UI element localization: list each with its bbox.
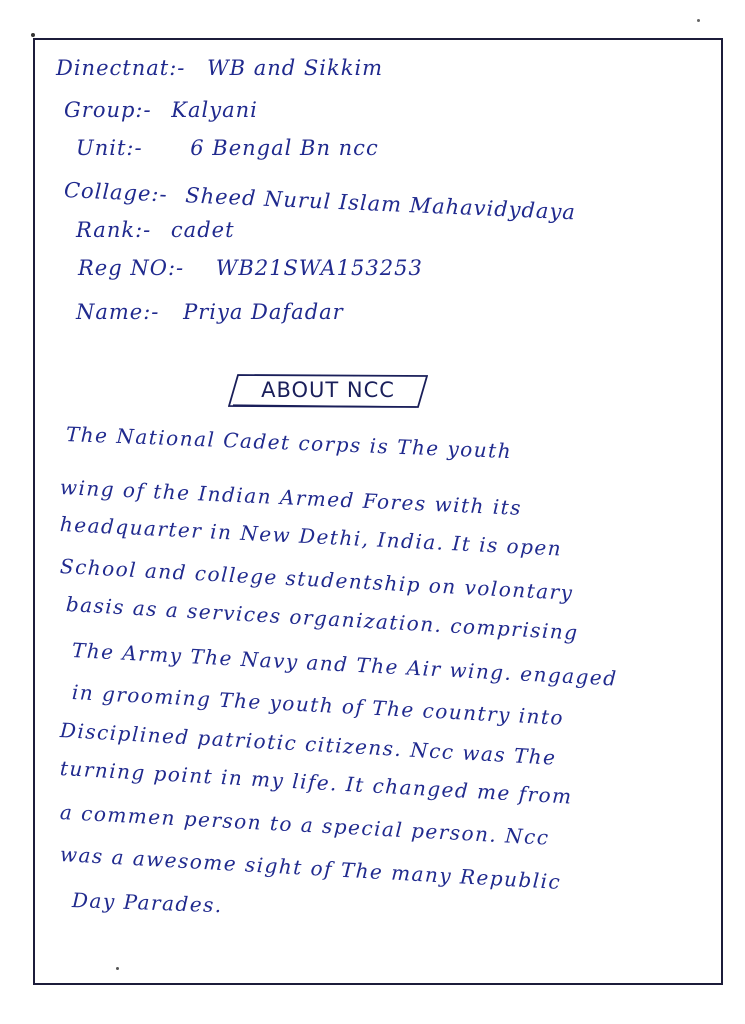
detail-label: Reg NO:- [78, 256, 185, 280]
detail-name [76, 300, 344, 324]
essay-line: Day Parades. [71, 888, 224, 918]
heading-title: ABOUT NCC [261, 378, 395, 402]
essay-line: The Army The Navy and The Air wing. engaged [71, 638, 619, 691]
essay-line: Disciplined patriotic citizens. Ncc was The [59, 718, 558, 770]
scan-speck [31, 33, 35, 37]
border-bottom [33, 983, 723, 985]
detail-label: Dinectnat:- [56, 56, 186, 80]
detail-directorate [56, 56, 383, 80]
essay-line: basis as a services organization. comprising [65, 592, 580, 645]
border-right [721, 38, 723, 985]
essay-line: School and college studentship on volontary [59, 554, 575, 605]
detail-value: Priya Dafadar [183, 300, 344, 324]
detail-rank [76, 218, 235, 242]
essay-line: headquarter in New Dethi, India. It is open [59, 512, 563, 561]
detail-label: Group:- [64, 98, 152, 122]
essay-line: in grooming The youth of The country into [71, 680, 565, 730]
detail-label: Collage:- [63, 178, 169, 207]
detail-label: Name:- [76, 300, 160, 324]
detail-label: Unit:- [76, 136, 143, 160]
essay-line: turning point in my life. It changed me from [59, 756, 574, 809]
detail-value: Kalyani [171, 98, 258, 122]
detail-value: WB and Sikkim [207, 56, 384, 80]
essay-line: The National Cadet corps is The youth [65, 422, 513, 464]
essay-line: wing of the Indian Armed Fores with its [59, 475, 523, 520]
scan-speck [697, 19, 700, 22]
border-left [33, 38, 35, 985]
detail-unit [76, 136, 379, 160]
scan-speck [116, 967, 119, 970]
detail-group [64, 98, 258, 122]
detail-value: WB21SWA153253 [215, 256, 423, 280]
border-top [33, 38, 723, 40]
heading-box [228, 374, 428, 408]
essay-line: was a awesome sight of The many Republic [59, 842, 562, 895]
detail-label: Rank:- [76, 218, 152, 242]
detail-value: cadet [170, 218, 235, 242]
detail-value: 6 Bengal Bn ncc [190, 136, 379, 160]
essay-line: a commen person to a special person. Ncc [59, 800, 551, 850]
detail-reg-no [78, 256, 423, 280]
detail-value: Sheed Nurul Islam Mahavidydaya [184, 183, 577, 225]
